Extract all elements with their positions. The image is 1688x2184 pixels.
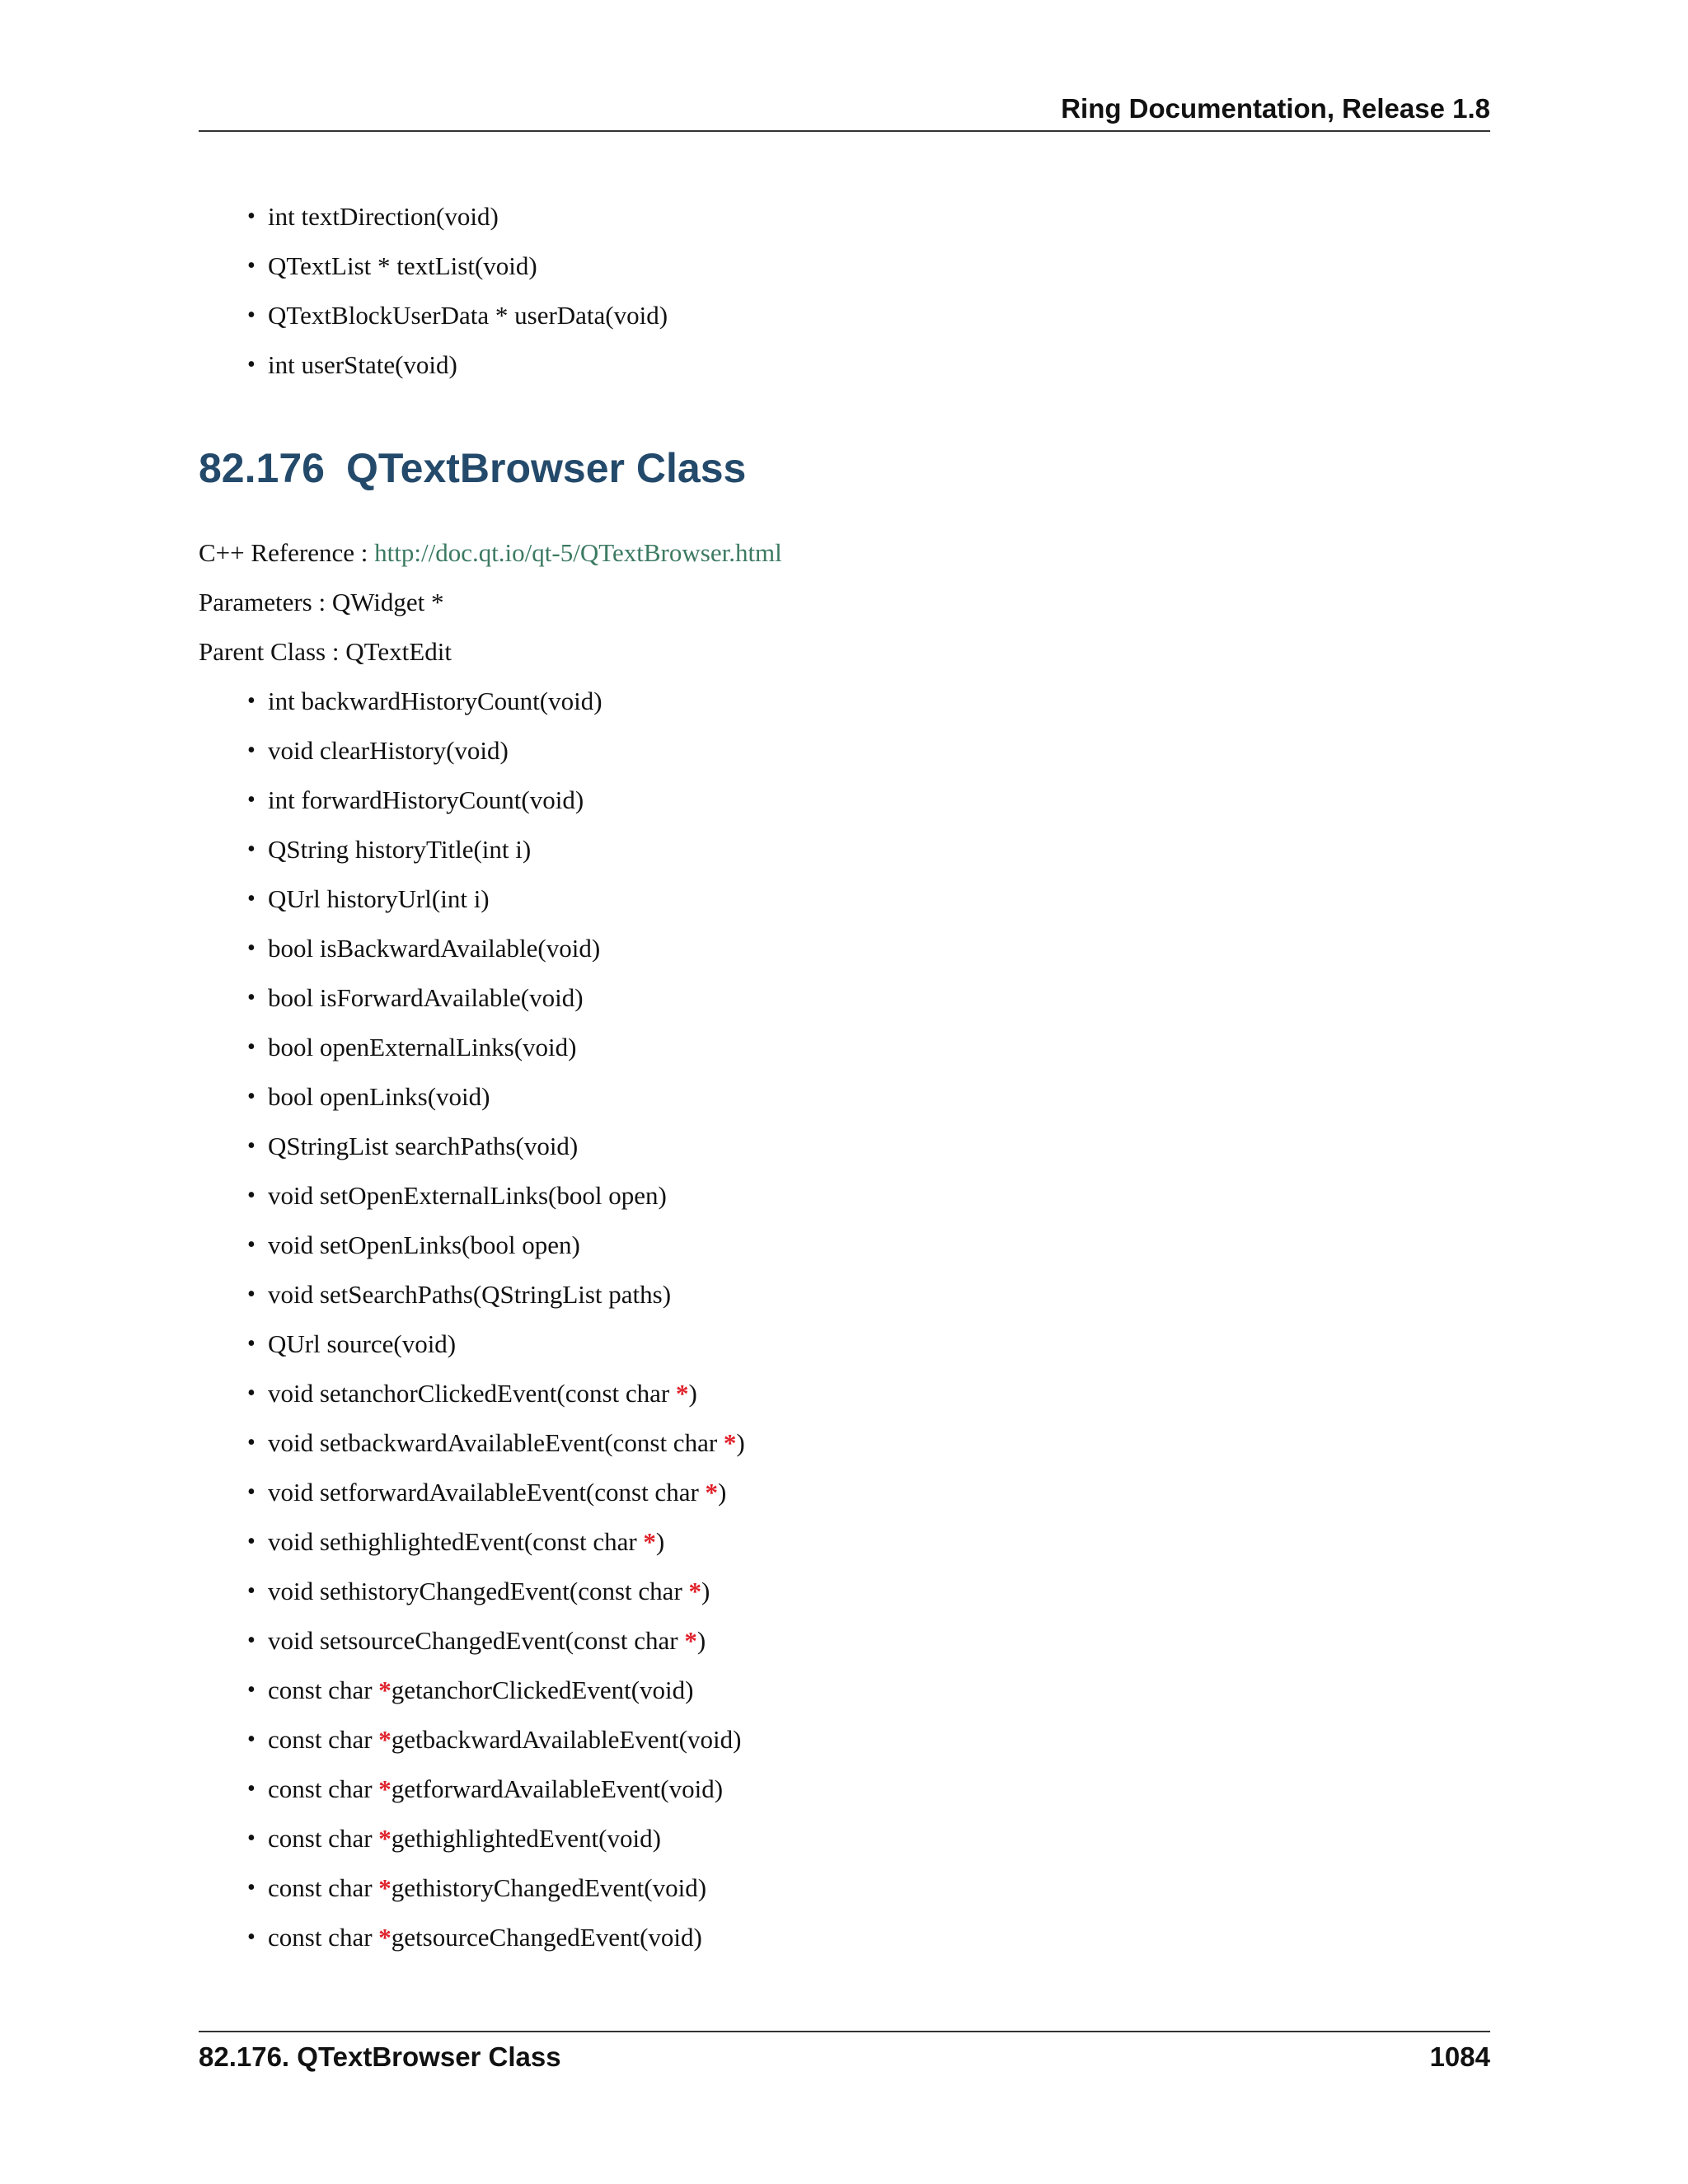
pointer-asterisk: * xyxy=(684,1626,697,1655)
method-signature: int textDirection(void) xyxy=(268,202,499,231)
list-item xyxy=(247,825,745,874)
list-item xyxy=(247,241,668,291)
method-signature: QUrl historyUrl(int i) xyxy=(268,884,490,913)
method-signature-suffix: ) xyxy=(718,1478,727,1507)
method-signature-suffix: getanchorClickedEvent(void) xyxy=(391,1675,694,1704)
section-number: 82.176 xyxy=(199,445,325,491)
list-item xyxy=(247,1913,745,1962)
method-signature: void setforwardAvailableEvent(const char xyxy=(268,1478,706,1507)
cpp-reference xyxy=(199,528,782,578)
method-signature: void setsourceChangedEvent(const char xyxy=(268,1626,685,1655)
method-signature: const char xyxy=(268,1774,379,1803)
method-signature: const char xyxy=(268,1725,379,1754)
qtextbrowser-method-list xyxy=(247,677,745,1962)
list-item xyxy=(247,340,668,390)
parent-class-line: Parent Class : QTextEdit xyxy=(199,637,452,666)
method-signature: bool openExternalLinks(void) xyxy=(268,1033,577,1062)
list-item xyxy=(247,726,745,776)
method-signature-suffix: ) xyxy=(655,1527,665,1556)
method-signature: void setOpenExternalLinks(bool open) xyxy=(268,1181,667,1210)
method-signature: bool isForwardAvailable(void) xyxy=(268,983,584,1012)
qtextblock-method-list xyxy=(247,192,668,390)
pointer-asterisk: * xyxy=(643,1527,656,1556)
footer-section-label: 82.176. QTextBrowser Class xyxy=(199,2041,561,2072)
pointer-asterisk: * xyxy=(378,1675,392,1704)
method-signature: QTextBlockUserData * userData(void) xyxy=(268,301,668,330)
list-item xyxy=(247,1666,745,1715)
pointer-asterisk: * xyxy=(378,1725,392,1754)
list-item xyxy=(247,192,668,241)
list-item xyxy=(247,1616,745,1666)
method-signature: QUrl source(void) xyxy=(268,1329,457,1358)
method-signature-suffix: getsourceChangedEvent(void) xyxy=(391,1923,702,1952)
page-footer xyxy=(199,2031,1490,2082)
pointer-asterisk: * xyxy=(688,1577,702,1605)
method-signature: QString historyTitle(int i) xyxy=(268,835,532,864)
list-item xyxy=(247,973,745,1023)
list-item xyxy=(247,1319,745,1369)
pointer-asterisk: * xyxy=(378,1774,392,1803)
method-signature-suffix: getforwardAvailableEvent(void) xyxy=(391,1774,724,1803)
page-header xyxy=(199,92,1490,132)
list-item xyxy=(247,1418,745,1468)
method-signature: int forwardHistoryCount(void) xyxy=(268,785,584,814)
method-signature: int userState(void) xyxy=(268,350,457,379)
pointer-asterisk: * xyxy=(723,1428,737,1457)
list-item xyxy=(247,776,745,825)
list-item xyxy=(247,874,745,924)
list-item xyxy=(247,1221,745,1270)
list-item xyxy=(247,1270,745,1319)
pointer-asterisk: * xyxy=(378,1873,392,1902)
method-signature: void clearHistory(void) xyxy=(268,736,509,765)
method-signature: const char xyxy=(268,1923,379,1952)
method-signature: void setbackwardAvailableEvent(const char xyxy=(268,1428,724,1457)
method-signature: void setanchorClickedEvent(const char xyxy=(268,1379,676,1408)
method-signature: void setSearchPaths(QStringList paths) xyxy=(268,1280,672,1309)
document-title: Ring Documentation, Release 1.8 xyxy=(1061,93,1490,124)
list-item xyxy=(247,1171,745,1221)
reference-link[interactable]: http://doc.qt.io/qt-5/QTextBrowser.html xyxy=(374,538,782,567)
list-item xyxy=(247,1814,745,1863)
list-item xyxy=(247,924,745,973)
method-signature: void sethistoryChangedEvent(const char xyxy=(268,1577,689,1605)
list-item xyxy=(247,1715,745,1765)
pointer-asterisk: * xyxy=(705,1478,719,1507)
pointer-asterisk: * xyxy=(378,1824,392,1853)
reference-label: C++ Reference : xyxy=(199,538,375,567)
list-item xyxy=(247,1369,745,1418)
section-title: QTextBrowser Class xyxy=(345,445,747,491)
list-item xyxy=(247,677,745,726)
list-item xyxy=(247,291,668,340)
method-signature: const char xyxy=(268,1824,379,1853)
method-signature: bool isBackwardAvailable(void) xyxy=(268,934,601,963)
method-signature: QTextList * textList(void) xyxy=(268,251,537,280)
method-signature: QStringList searchPaths(void) xyxy=(268,1132,579,1160)
list-item xyxy=(247,1122,745,1171)
list-item xyxy=(247,1072,745,1122)
pointer-asterisk: * xyxy=(675,1379,689,1408)
method-signature-suffix: ) xyxy=(736,1428,745,1457)
method-signature-suffix: ) xyxy=(688,1379,697,1408)
method-signature: const char xyxy=(268,1873,379,1902)
method-signature-suffix: gethistoryChangedEvent(void) xyxy=(391,1873,707,1902)
list-item xyxy=(247,1567,745,1616)
list-item xyxy=(247,1765,745,1814)
parameters-line: Parameters : QWidget * xyxy=(199,588,444,616)
method-signature: int backwardHistoryCount(void) xyxy=(268,687,603,715)
list-item xyxy=(247,1517,745,1567)
list-item xyxy=(247,1468,745,1517)
pointer-asterisk: * xyxy=(378,1923,392,1952)
method-signature-suffix: ) xyxy=(701,1577,710,1605)
method-signature: const char xyxy=(268,1675,379,1704)
method-signature: bool openLinks(void) xyxy=(268,1082,490,1111)
method-signature-suffix: gethighlightedEvent(void) xyxy=(391,1824,661,1853)
method-signature: void setOpenLinks(bool open) xyxy=(268,1230,580,1259)
method-signature-suffix: ) xyxy=(696,1626,706,1655)
list-item xyxy=(247,1863,745,1913)
list-item xyxy=(247,1023,745,1072)
page-number: 1084 xyxy=(1429,2041,1490,2072)
section-heading xyxy=(199,439,746,497)
method-signature-suffix: getbackwardAvailableEvent(void) xyxy=(391,1725,742,1754)
method-signature: void sethighlightedEvent(const char xyxy=(268,1527,644,1556)
